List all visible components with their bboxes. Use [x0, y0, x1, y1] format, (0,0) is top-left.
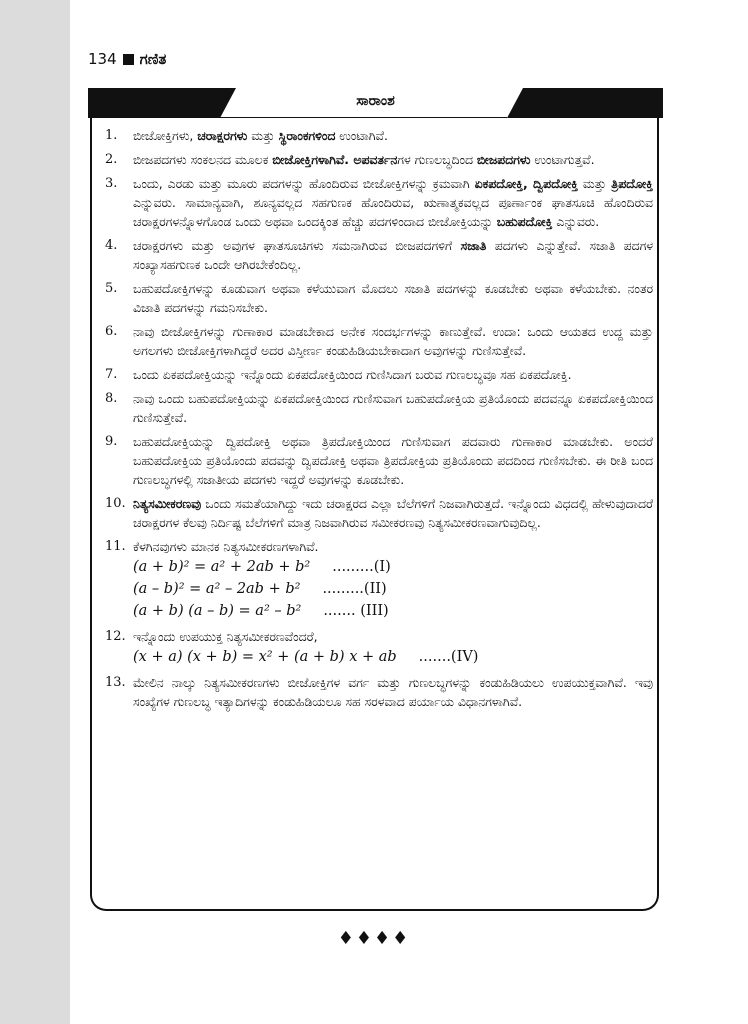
item-number: 7. — [105, 367, 118, 382]
summary-item — [105, 494, 653, 532]
item-text — [133, 322, 653, 360]
formula-expression: (a + b) (a – b) = a² – b² — [133, 603, 302, 619]
summary-item — [105, 389, 653, 427]
item-text — [133, 673, 653, 711]
text-run: ಬೀಜಪದಗಳು ಸಂಕಲನದ ಮೂಲಕ — [133, 152, 273, 167]
item-text — [133, 150, 653, 169]
item-number: 8. — [105, 391, 118, 406]
text-run: ಒಂದು ಏಕಪದೋಕ್ತಿಯನ್ನು ಇನ್ನೊಂದು ಏಕಪದೋಕ್ತಿಯಿಂದ ಗುಣಿಸಿದಾಗ ಬರುವ ಗುಣಲಬ್ಧವೂ ಸಹ ಏಕಪದೋಕ್ತಿ. — [133, 367, 572, 382]
formula-expression: (a – b)² = a² – 2ab + b² — [133, 581, 301, 597]
text-run: ಕೆಳಗಿನವುಗಳು ಮಾನಕ ನಿತ್ಯಸಮೀಕರಣಗಳಾಗಿವೆ. — [133, 539, 319, 554]
item-number: 4. — [105, 238, 118, 253]
item-number: 5. — [105, 281, 118, 296]
summary-item — [105, 150, 653, 169]
item-text — [133, 126, 653, 145]
formula-expression: (x + a) (x + b) = x² + (a + b) x + ab — [133, 649, 397, 665]
left-margin-strip — [0, 0, 70, 1024]
item-text — [133, 279, 653, 317]
bold-term: ಬಹುಪದೋಕ್ತಿ — [496, 214, 553, 229]
text-run: ನಾವು ಬೀಜೋಕ್ತಿಗಳನ್ನು ಗುಣಾಕಾರ ಮಾಡಬೇಕಾದ ಅನೇಕ ಸಂದರ್ಭಗಳನ್ನು ಕಾಣುತ್ತೇವೆ. ಉದಾ: ಒಂದು ಆಯತದ ಉದ್ದ ಮತ್ತು ಅಗಲಗಳು ಬೀಜೋಕ್ತಿಗಳಾಗಿದ್ದರೆ ಅದರ ವಿಸ್ತೀರ್ಣ ಕಂಡುಹಿಡಿಯಬೇಕಾದಾಗ ಅವುಗಳನ್ನು ಗುಣಿಸುತ್ತೇವೆ. — [133, 324, 653, 358]
text-run: ಒಂದು ಸಮತೆಯಾಗಿದ್ದು ಇದು ಚರಾಕ್ಷರದ ಎಲ್ಲಾ ಬೆಲೆಗಳಿಗೆ ನಿಜವಾಗಿರುತ್ತದೆ. ಇನ್ನೊಂದು ವಿಧದಲ್ಲಿ ಹೇಳುವುದಾದರೆ ಚರಾಕ್ಷರಗಳ ಕೆಲವು ನಿರ್ದಿಷ್ಟ ಬೆಲೆಗಳಿಗೆ ಮಾತ್ರ ನಿಜವಾಗಿರುವ ಸಮೀಕರಣವು ನಿತ್ಯಸಮೀಕರಣವಾಗುವುದಿಲ್ಲ. — [133, 496, 653, 530]
item-text — [133, 236, 653, 274]
bold-term: ತ್ರಿಪದೋಕ್ತಿ — [611, 176, 653, 191]
chapter-title: ಗಣಿತ — [139, 50, 167, 68]
summary-title: ಸಾರಾಂಶ — [356, 93, 395, 109]
text-run: ಉಂಟಾಗಿವೆ. — [335, 128, 388, 143]
summary-item — [105, 236, 653, 274]
identity-formula — [133, 600, 653, 622]
text-run: ನಾವು ಒಂದು ಬಹುಪದೋಕ್ತಿಯನ್ನು ಏಕಪದೋಕ್ತಿಯಿಂದ ಗುಣಿಸುವಾಗ ಬಹುಪದೋಕ್ತಿಯ ಪ್ರತಿಯೊಂದು ಪದವನ್ನೂ ಏಕಪದೋಕ್ತಿಯಿಂದ ಗುಣಿಸುತ್ತೇವೆ. — [133, 391, 653, 425]
item-text — [133, 365, 653, 384]
item-text — [133, 494, 653, 532]
bold-term: ಚರಾಕ್ಷರಗಳು — [197, 128, 248, 143]
item-text — [133, 432, 653, 489]
text-run: ಮೇಲಿನ ನಾಲ್ಕು ನಿತ್ಯಸಮೀಕರಣಗಳು ಬೀಜೋಕ್ತಿಗಳ ವರ್ಗ ಮತ್ತು ಗುಣಲಬ್ಧಗಳನ್ನು ಕಂಡುಹಿಡಿಯಲು ಉಪಯುಕ್ತವಾಗಿವೆ. ಇವು ಸಂಖ್ಯೆಗಳ ಗುಣಲಬ್ಧ ಇತ್ಯಾದಿಗಳನ್ನು ಕಂಡುಹಿಡಿಯಲೂ ಸಹ ಸರಳವಾದ ಪರ್ಯಾಯ ವಿಧಾನಗಳಾಗಿವೆ. — [133, 675, 653, 709]
page-header — [88, 50, 166, 68]
summary-item — [105, 174, 653, 231]
item-text — [133, 627, 653, 646]
item-text — [133, 389, 653, 427]
text-run: ಚರಾಕ್ಷರಗಳು ಮತ್ತು ಅವುಗಳ ಘಾತಸೂಚಿಗಳು ಸಮನಾಗಿರುವ ಬೀಜಪದಗಳಿಗೆ — [133, 238, 461, 253]
summary-item — [105, 365, 653, 384]
text-run: ಬಹುಪದೋಕ್ತಿಯನ್ನು ದ್ವಿಪದೋಕ್ತಿ ಅಥವಾ ತ್ರಿಪದೋಕ್ತಿಯಿಂದ ಗುಣಿಸುವಾಗ ಪದವಾರು ಗುಣಾಕಾರ ಮಾಡಬೇಕು. ಅಂದರೆ ಬಹುಪದೋಕ್ತಿಯ ಪ್ರತಿಯೊಂದು ಪದವನ್ನು ದ್ವಿಪದೋಕ್ತಿ ಅಥವಾ ತ್ರಿಪದೋಕ್ತಿಯ ಪ್ರತಿಯೊಂದು ಪದದಿಂದ ಗುಣಿಸಬೇಕು. ಈ ರೀತಿ ಬಂದ ಗುಣಲಬ್ಧಗಳಲ್ಲಿ ಸಜಾತೀಯ ಪದಗಳು ಇದ್ದರೆ ಅವುಗಳನ್ನು ಕೂಡಬೇಕು. — [133, 434, 653, 487]
text-run: ಮತ್ತು — [247, 128, 279, 143]
summary-item — [105, 673, 653, 711]
identity-formula — [133, 646, 653, 668]
summary-item — [105, 537, 653, 622]
text-run: ಉಂಟಾಗುತ್ತವೆ. — [530, 152, 595, 167]
item-number: 6. — [105, 324, 118, 339]
item-number: 9. — [105, 434, 118, 449]
square-bullet-icon — [123, 54, 134, 65]
formula-tag: .........(I) — [332, 559, 391, 575]
bold-term: ಬೀಜೋಕ್ತಿಗಳಾಗಿವೆ. ಅಪವರ್ತನ — [272, 152, 398, 167]
item-number: 12. — [105, 629, 126, 644]
formula-expression: (a + b)² = a² + 2ab + b² — [133, 559, 311, 575]
item-number: 10. — [105, 496, 126, 511]
item-number: 3. — [105, 176, 118, 191]
identity-formula — [133, 578, 653, 600]
summary-item — [105, 322, 653, 360]
formula-tag: .........(II) — [322, 581, 387, 597]
text-run: ಬೀಜೋಕ್ತಿಗಳು, — [133, 128, 198, 143]
bold-term: ಸ್ಥಿರಾಂಕಗಳಿಂದ — [278, 128, 336, 143]
bold-term: ಸಜಾತಿ — [460, 238, 487, 253]
item-text — [133, 537, 653, 556]
summary-item — [105, 126, 653, 145]
summary-list — [105, 126, 653, 716]
item-number: 1. — [105, 128, 118, 143]
text-run: ಇನ್ನೊಂದು ಉಪಯುಕ್ತ ನಿತ್ಯಸಮೀಕರಣವೆಂದರೆ, — [133, 629, 318, 644]
text-run: ಪದಗಳು ಎನ್ನುತ್ತೇವೆ. ಸಜಾತಿ ಪದಗಳ ಸಂಖ್ಯಾಸಹಗುಣಕ ಒಂದೇ ಆಗಿರಬೇಕೆಂದಿಲ್ಲ. — [133, 238, 654, 272]
bold-term: ನಿತ್ಯಸಮೀಕರಣವು — [133, 496, 202, 511]
text-run: ಎನ್ನುವರು. — [552, 214, 600, 229]
page-number: 134 — [88, 50, 117, 68]
text-run: ಬಹುಪದೋಕ್ತಿಗಳನ್ನು ಕೂಡುವಾಗ ಅಥವಾ ಕಳೆಯುವಾಗ ಮೊದಲು ಸಜಾತಿ ಪದಗಳನ್ನು ಕೂಡಬೇಕು ಅಥವಾ ಕಳೆಯಬೇಕು. ನಂತರ ವಿಜಾತಿ ಪದಗಳನ್ನು ಗಮನಿಸಬೇಕು. — [133, 281, 653, 315]
text-run: ಒಂದು, ಎರಡು ಮತ್ತು ಮೂರು ಪದಗಳನ್ನು ಹೊಂದಿರುವ ಬೀಜೋಕ್ತಿಗಳನ್ನು ಕ್ರಮವಾಗಿ — [133, 176, 475, 191]
bold-term: ಬೀಜಪದಗಳು — [476, 152, 531, 167]
item-number: 2. — [105, 152, 118, 167]
text-run: ಮತ್ತು — [577, 176, 612, 191]
summary-item — [105, 279, 653, 317]
formula-tag: .......(IV) — [418, 649, 479, 665]
item-text — [133, 174, 653, 231]
end-ornament: ♦♦♦♦ — [337, 928, 411, 949]
identity-formula — [133, 556, 653, 578]
summary-item — [105, 627, 653, 668]
formula-tag: ....... (III) — [323, 603, 389, 619]
text-run: ಗಳ ಗುಣಲಬ್ಧದಿಂದ — [397, 152, 477, 167]
summary-title-bar — [88, 88, 663, 118]
item-number: 13. — [105, 675, 126, 690]
summary-item — [105, 432, 653, 489]
bold-term: ಏಕಪದೋಕ್ತಿ, ದ್ವಿಪದೋಕ್ತಿ — [474, 176, 578, 191]
item-number: 11. — [105, 539, 126, 554]
text-run: ಎನ್ನುವರು. ಸಾಮಾನ್ಯವಾಗಿ, ಶೂನ್ಯವಲ್ಲದ ಸಹಗುಣಕ ಹೊಂದಿರುವ, ಋಣಾತ್ಮಕವಲ್ಲದ ಪೂರ್ಣಾಂಕ ಘಾತಸೂಚಿ ಹೊಂದಿರುವ ಚರಾಕ್ಷರಗಳನ್ನೊಳಗೊಂಡ ಒಂದು ಅಥವಾ ಒಂದಕ್ಕಿಂತ ಹೆಚ್ಚು ಪದಗಳಿಂದಾದ ಬೀಜೋಕ್ತಿಯನ್ನು — [133, 195, 653, 229]
